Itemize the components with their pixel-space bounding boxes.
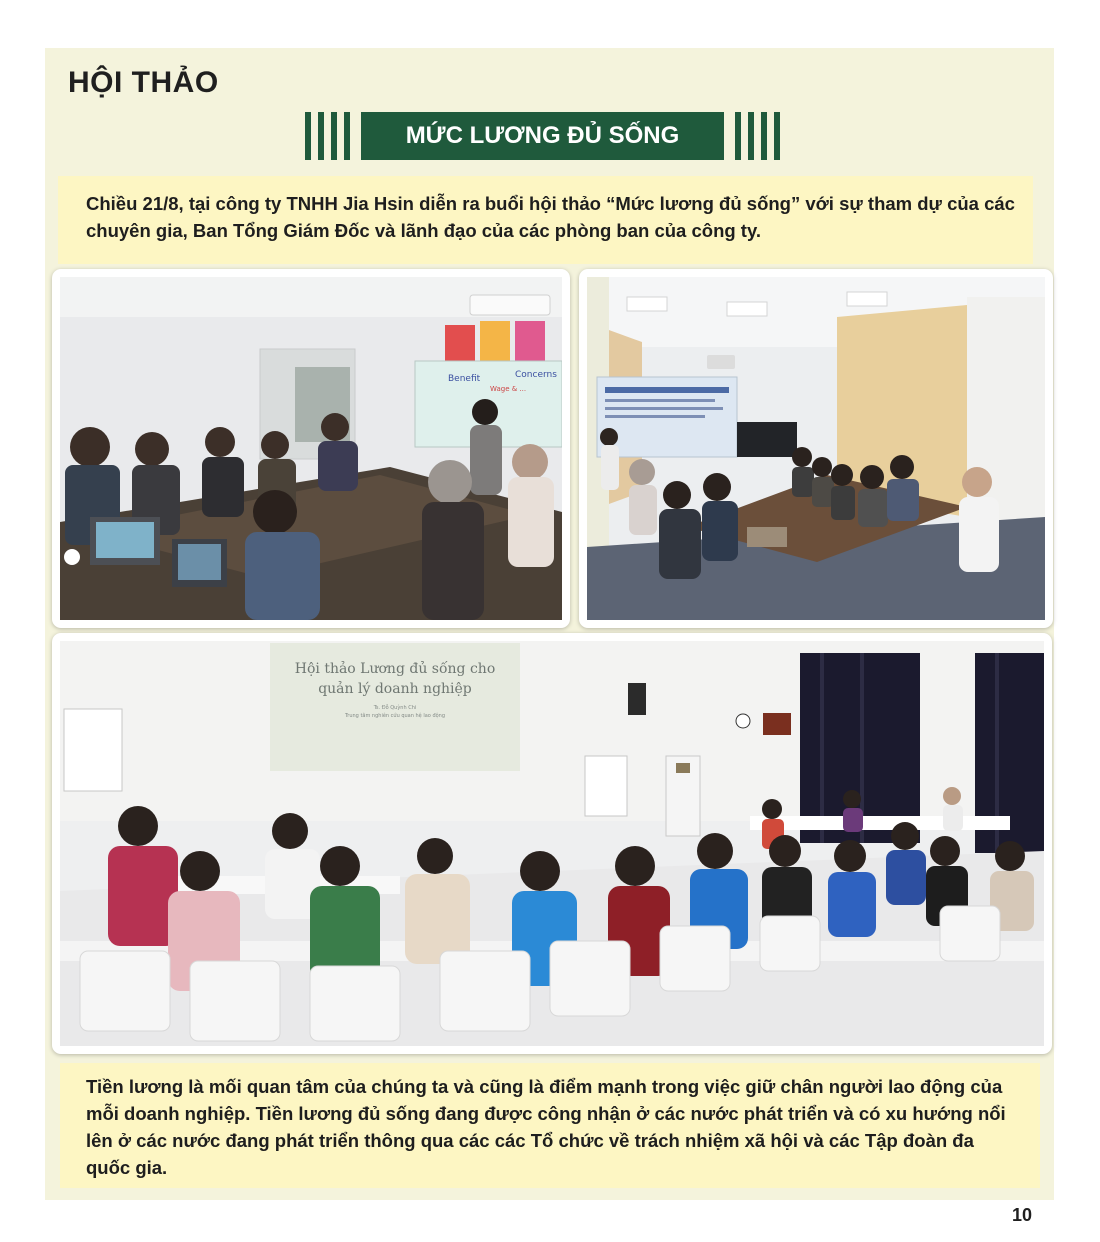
whiteboard-left-text: Benefit [448, 374, 481, 384]
meeting-photo-2-image [587, 277, 1045, 620]
page-number: 10 [1012, 1205, 1033, 1225]
meeting-photo-1-image [60, 277, 562, 620]
meeting-photo-2 [579, 269, 1053, 628]
banner-stripes-left [305, 112, 350, 160]
slide-title-line-2: quản lý doanh nghiệp [318, 681, 472, 697]
banner-stripes-right [735, 112, 780, 160]
slide-title-line-1: Hội thảo Lương đủ sống cho [294, 661, 496, 677]
closing-text: Tiền lương là mối quan tâm của chúng ta và cũng là điểm mạnh trong việc giữ chân người lao động của mỗi doanh nghiệp. Tiền lương đủ sống đang được công nhận ở các nước phát triển và có xu hướng nổi lên ở các nước đang phát triển thông qua các các Tổ chức về trách nhiệm xã hội và các Tập đoàn đa quốc gia. [60, 1063, 1040, 1188]
seminar-photo-image [60, 641, 1044, 1046]
banner-title: MỨC LƯƠNG ĐỦ SỐNG [361, 112, 724, 160]
slide-presenter: Ts. Đỗ Quỳnh Chi [373, 705, 417, 711]
whiteboard-note-text: Wage & ... [490, 385, 527, 393]
whiteboard-right-text: Concerns [515, 370, 557, 380]
seminar-photo [52, 633, 1052, 1054]
slide-organization: Trung tâm nghiên cứu quan hệ lao động [344, 713, 446, 719]
intro-text: Chiều 21/8, tại công ty TNHH Jia Hsin diễn ra buổi hội thảo “Mức lương đủ sống” với sự tham dự của các chuyên gia, Ban Tổng Giám Đốc và lãnh đạo của các phòng ban của công ty. [58, 176, 1033, 264]
meeting-photo-1 [52, 269, 570, 628]
section-label: HỘI THẢO [68, 66, 219, 99]
